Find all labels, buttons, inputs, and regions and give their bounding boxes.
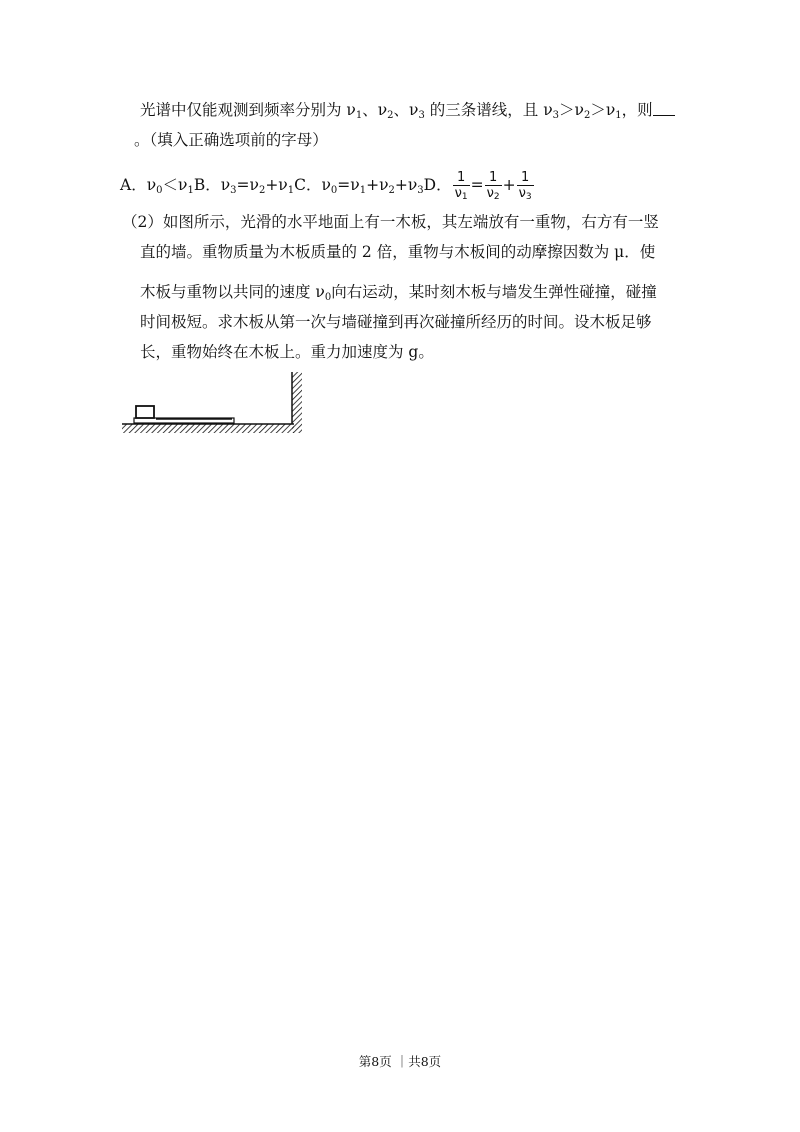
option-b <box>194 176 294 194</box>
subscript: 2 <box>493 192 500 202</box>
text-segment: A．ν <box>120 175 157 194</box>
subscript: 2 <box>258 184 266 196</box>
subscript: 3 <box>417 184 424 196</box>
text-segment: ＞ν <box>590 101 616 119</box>
subscript: 0 <box>324 292 332 303</box>
subscript: 2 <box>583 110 591 121</box>
fraction-1-over-nu1 <box>453 170 470 201</box>
numerator: 1 <box>456 170 466 185</box>
text-segment: ν <box>486 186 494 201</box>
question-line-1 <box>140 100 675 120</box>
text-segment: C．ν <box>294 175 331 194</box>
subscript: 0 <box>330 184 338 196</box>
wall <box>292 372 302 433</box>
subscript: 3 <box>525 192 532 202</box>
text-segment: ＞ν <box>559 101 584 119</box>
subscript: 3 <box>230 184 237 196</box>
text-segment: 光谱中仅能观测到频率分别为 ν <box>140 101 356 119</box>
text-segment: ，则 <box>621 101 653 119</box>
subscript: 1 <box>359 184 367 196</box>
plus-sign: + <box>502 175 516 194</box>
denominator <box>453 185 470 201</box>
text-segment: +ν <box>366 175 389 194</box>
numerator: 1 <box>488 170 498 185</box>
text-segment: +ν <box>265 175 288 194</box>
subscript: 1 <box>355 110 363 121</box>
options-line <box>120 170 535 201</box>
fraction-1-over-nu3 <box>517 170 534 201</box>
option-d <box>423 170 535 202</box>
fraction-1-over-nu2 <box>485 170 502 201</box>
subscript: 3 <box>552 110 560 121</box>
text-segment: 、ν <box>393 101 419 119</box>
subscript: 3 <box>418 110 425 121</box>
text-segment: ＜ν <box>162 175 188 194</box>
denominator <box>485 185 502 201</box>
part2-line-2: 直的墙。重物质量为木板质量的 2 倍，重物与木板间的动摩擦因数为 μ．使 <box>140 243 656 261</box>
subscript: 0 <box>156 184 163 196</box>
answer-blank <box>653 101 675 116</box>
part2-line-3 <box>140 282 657 302</box>
ground <box>122 424 294 433</box>
text-segment: ν <box>518 186 526 201</box>
text-segment: B．ν <box>193 175 231 194</box>
equals-sign: = <box>470 175 484 194</box>
text-segment: 的三条谱线，且 ν <box>424 101 553 119</box>
part2-line-1: （2）如图所示，光滑的水平地面上有一木板，其左端放有一重物，右方有一竖 <box>122 213 659 231</box>
option-a <box>120 176 194 194</box>
denominator <box>517 185 534 201</box>
subscript: 1 <box>615 110 622 121</box>
text-segment: +ν <box>394 175 418 194</box>
text-segment: 、ν <box>362 101 388 119</box>
subscript: 1 <box>187 184 194 196</box>
option-c <box>294 176 424 194</box>
text-segment: D． <box>423 175 452 194</box>
part2-line-5: 长，重物始终在木板上。重力加速度为 g。 <box>140 343 434 361</box>
text-segment: 。（填入正确选项前的字母） <box>134 131 328 149</box>
subscript: 2 <box>387 110 394 121</box>
numerator: 1 <box>520 170 530 185</box>
subscript: 2 <box>388 184 395 196</box>
question-line-2 <box>134 130 328 150</box>
text-segment: 向右运动，某时刻木板与墙发生弹性碰撞，碰撞 <box>331 283 657 301</box>
text-segment: ν <box>454 186 462 201</box>
subscript: 1 <box>461 192 468 202</box>
part2-line-4: 时间极短。求木板从第一次与墙碰撞到再次碰撞所经历的时间。设木板足够 <box>140 313 652 331</box>
text-segment: =ν <box>337 175 360 194</box>
subscript: 1 <box>287 184 295 196</box>
heavy-block <box>136 406 154 418</box>
page-footer: 第8页 ｜共8页 <box>358 1054 442 1069</box>
board-wall-diagram <box>120 368 310 438</box>
text-segment: =ν <box>236 175 259 194</box>
text-segment: 木板与重物以共同的速度 ν <box>140 283 325 301</box>
